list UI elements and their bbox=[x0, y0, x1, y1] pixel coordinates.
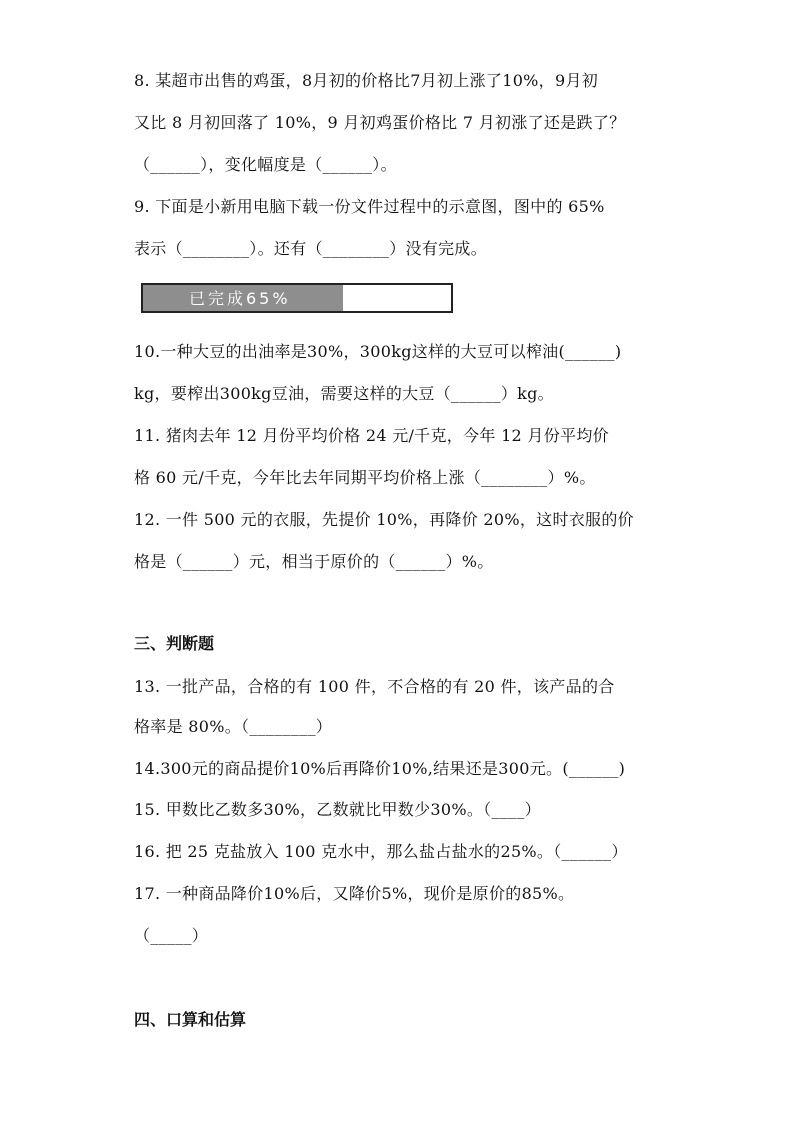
question-8-line-1: 8. 某超市出售的鸡蛋，8月初的价格比7月初上涨了10%，9月初 bbox=[134, 71, 599, 90]
question-13-line-2: 格率是 80%。（________） bbox=[134, 717, 333, 736]
question-11-line-1: 11. 猪肉去年 12 月份平均价格 24 元/千克，今年 12 月份平均价 bbox=[134, 426, 609, 445]
question-17-line-2: （_____） bbox=[134, 926, 209, 945]
question-14: 14.300元的商品提价10%后再降价10%,结果还是300元。(______) bbox=[134, 759, 626, 778]
question-12-line-2: 格是（______）元，相当于原价的（______）%。 bbox=[134, 552, 494, 571]
question-9-line-2: 表示（________）。还有（________）没有完成。 bbox=[134, 239, 488, 258]
question-9-line-1: 9. 下面是小新用电脑下载一份文件过程中的示意图，图中的 65% bbox=[134, 197, 605, 216]
question-10-line-2: kg，要榨出300kg豆油，需要这样的大豆（______）kg。 bbox=[134, 384, 554, 403]
section-3-title: 三、判断题 bbox=[134, 634, 215, 653]
section-4-title: 四、口算和估算 bbox=[134, 1010, 247, 1029]
download-progress-bar bbox=[141, 283, 453, 313]
question-15: 15. 甲数比乙数多30%，乙数就比甲数少30%。（____） bbox=[134, 800, 541, 819]
question-12-line-1: 12. 一件 500 元的衣服，先提价 10%，再降价 20%，这时衣服的价 bbox=[134, 510, 634, 529]
question-16: 16. 把 25 克盐放入 100 克水中，那么盐占盐水的25%。（______） bbox=[134, 842, 628, 861]
question-8-line-2: 又比 8 月初回落了 10%，9 月初鸡蛋价格比 7 月初涨了还是跌了？ bbox=[134, 113, 626, 132]
download-progress-label: 已完成65% bbox=[189, 289, 291, 308]
question-8-line-3: （______），变化幅度是（______）。 bbox=[134, 155, 397, 174]
question-13-line-1: 13. 一批产品，合格的有 100 件，不合格的有 20 件，该产品的合 bbox=[134, 677, 615, 696]
question-10-line-1: 10.一种大豆的出油率是30%，300kg这样的大豆可以榨油(______) bbox=[134, 342, 622, 361]
question-17-line-1: 17. 一种商品降价10%后，又降价5%，现价是原价的85%。 bbox=[134, 884, 575, 903]
question-11-line-2: 格 60 元/千克，今年比去年同期平均价格上涨（________）%。 bbox=[134, 468, 596, 487]
